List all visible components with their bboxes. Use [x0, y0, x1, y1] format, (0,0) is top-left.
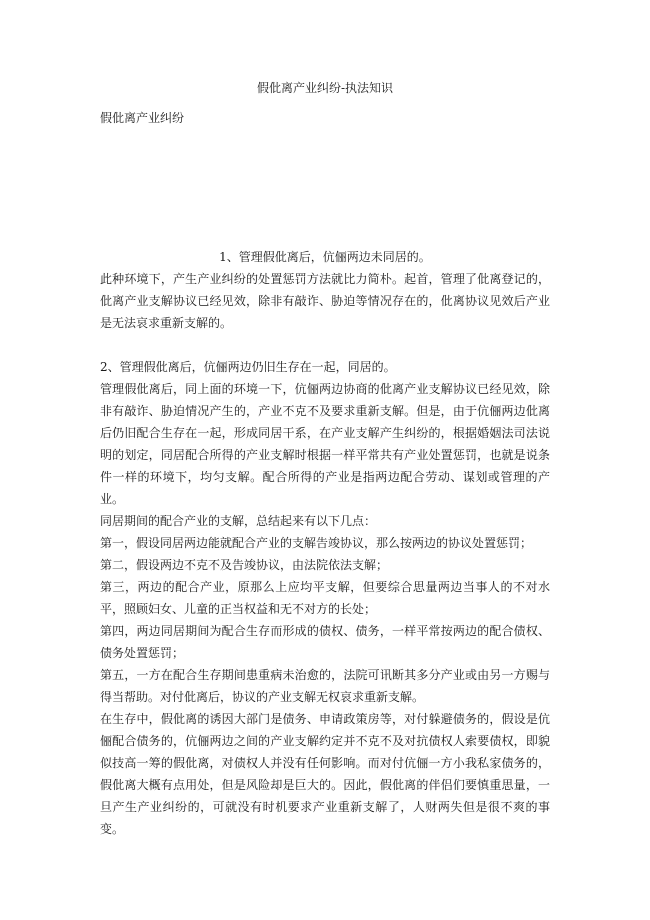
section-1-paragraph: 此种环境下，产生产业纠纷的处置惩罚方法就比力简朴。起首，管理了仳离登记的，仳离产业支解协议已经见效，除非有敲诈、胁迫等情况存在的，仳离协议见效后产业是无法哀求重新支解的。: [100, 272, 550, 330]
document-subtitle: 假仳离产业纠纷: [100, 111, 185, 125]
point-5: 第五，一方在配合生存期间患重病未治愈的，法院可讯断其多分产业或由另一方赐与得当帮助。对付仳离后，协议的产业支解无权哀求重新支解。: [100, 668, 550, 704]
point-1: 第一，假设同居两边能就配合产业的支解告竣协议，那么按两边的协议处置惩罚；: [100, 536, 533, 550]
point-3: 第三，两边的配合产业，原那么上应均平支解，但要综合思量两边当事人的不对水平，照顾妇女、儿童的正当权益和无不对方的长处；: [100, 580, 550, 616]
closing-paragraph: 在生存中，假仳离的诱因大部门是债务、申请政策房等，对付躲避债务的，假设是伉俪配合债务的，伉俪两边之间的产业支解约定并不克不及对抗债权人索要债权，即貌似技高一筹的假仳离，对债权人并没有任何影响。而对付伉俪一方小我私家债务的，假仳离大概有点用处，但是风险却是巨大的。因此，假仳离的伴侣们要慎重思量，一旦产生产业纠纷的，可就没有时机要求产业重新支解了，人财两失但是很不爽的事变。: [100, 712, 550, 836]
section-2-heading: 2、管理假仳离后，伉俪两边仍旧生存在一起，同居的。: [100, 360, 396, 374]
point-2: 第二，假设两边不克不及告竣协议，由法院依法支解；: [100, 558, 389, 572]
paragraph-spacer: [100, 334, 550, 356]
section-2-paragraph: 管理假仳离后，同上面的环境一下，伉俪两边协商的仳离产业支解协议已经见效，除非有敲诈、胁迫情况产生的，产业不克不及要求重新支解。但是，由于伉俪两边仳离后仍旧配合生存在一起，形成同居干系，在产业支解产生纠纷的，根据婚姻法司法说明的划定，同居配合所得的产业支解时根据一样平常共有产业处置惩罚，也就是说条件一样的环境下，均匀支解。配合所得的产业是指两边配合劳动、谋划或管理的产业。: [100, 382, 550, 506]
document-title: 假仳离产业纠纷-执法知识: [256, 81, 394, 95]
section-1-heading: 1、管理假仳离后，伉俪两边未同居的。: [219, 250, 431, 264]
point-4: 第四，两边同居期间为配合生存而形成的债权、债务，一样平常按两边的配合债权、债务处置惩罚；: [100, 624, 550, 660]
document-body: [100, 246, 550, 840]
section-2-intro: 同居期间的配合产业的支解，总结起来有以下几点：: [100, 514, 377, 528]
